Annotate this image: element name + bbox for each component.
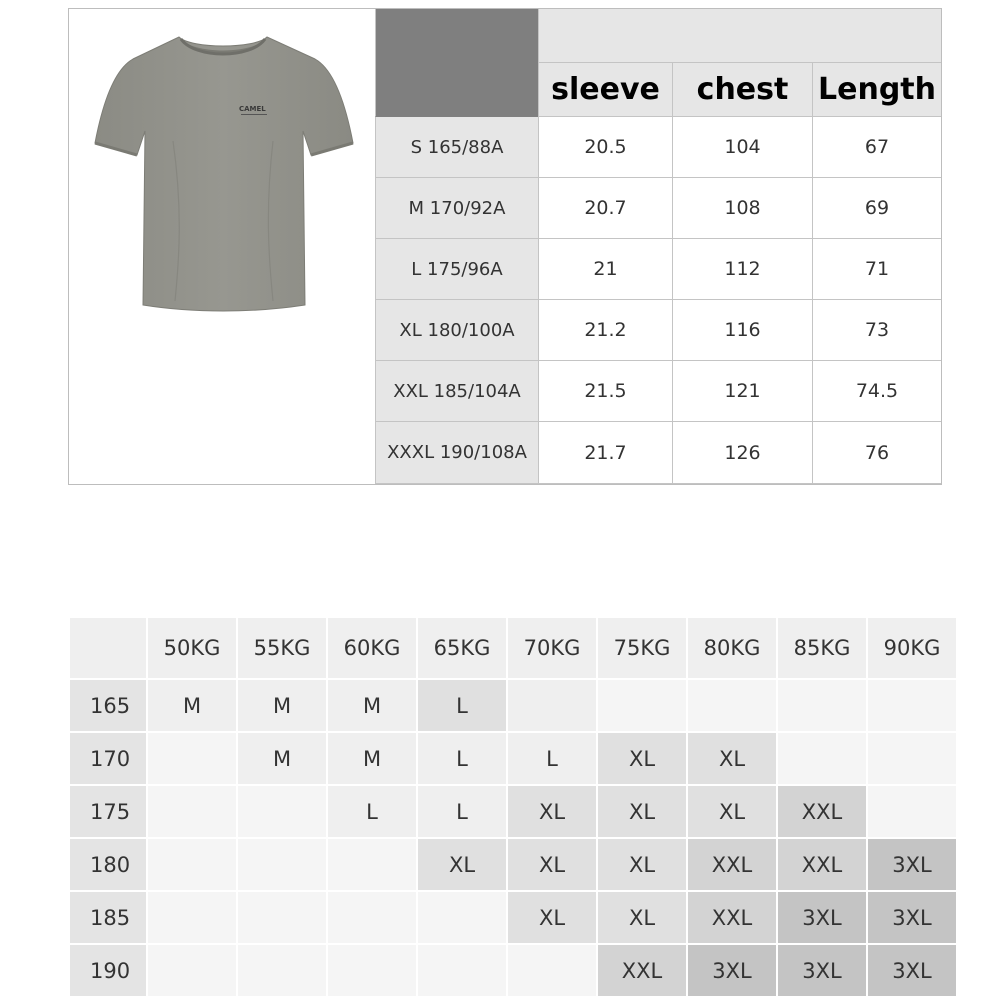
- size-cell: 3XL: [778, 945, 866, 996]
- weight-header: 60KG: [328, 618, 416, 678]
- shirt-logo-text: CAMEL: [239, 105, 266, 113]
- sleeve-value: 20.7: [538, 178, 672, 239]
- size-cell: [418, 945, 506, 996]
- sleeve-value: 21.5: [538, 361, 672, 422]
- chart-corner: [70, 618, 146, 678]
- sleeve-value: 20.5: [538, 117, 672, 178]
- size-label: L 175/96A: [375, 239, 538, 300]
- size-cell: XXL: [688, 892, 776, 943]
- table-top-band: [538, 9, 941, 63]
- chest-value: 116: [672, 300, 812, 361]
- size-cell: 3XL: [778, 892, 866, 943]
- length-value: 69: [812, 178, 941, 239]
- table-corner: [375, 9, 538, 117]
- chest-value: 104: [672, 117, 812, 178]
- size-cell: [148, 839, 236, 890]
- chest-value: 126: [672, 422, 812, 484]
- header-length: Length: [812, 63, 941, 117]
- size-cell: [148, 786, 236, 837]
- size-cell: XXL: [598, 945, 686, 996]
- size-cell: [328, 945, 416, 996]
- size-cell: XL: [598, 892, 686, 943]
- size-cell: L: [418, 733, 506, 784]
- header-sleeve: sleeve: [538, 63, 672, 117]
- size-cell: XL: [508, 892, 596, 943]
- size-cell: M: [328, 680, 416, 731]
- t-shirt-body: [95, 37, 353, 311]
- height-header: 170: [70, 733, 146, 784]
- size-cell: M: [238, 680, 326, 731]
- header-chest: chest: [672, 63, 812, 117]
- size-cell: [238, 945, 326, 996]
- size-cell: [688, 680, 776, 731]
- chest-value: 121: [672, 361, 812, 422]
- weight-header: 75KG: [598, 618, 686, 678]
- length-value: 67: [812, 117, 941, 178]
- height-weight-chart: [70, 618, 956, 996]
- height-header: 180: [70, 839, 146, 890]
- size-cell: XXL: [778, 839, 866, 890]
- chest-value: 112: [672, 239, 812, 300]
- length-value: 73: [812, 300, 941, 361]
- size-cell: M: [328, 733, 416, 784]
- size-cell: L: [418, 786, 506, 837]
- size-cell: [778, 733, 866, 784]
- size-cell: L: [508, 733, 596, 784]
- height-header: 185: [70, 892, 146, 943]
- size-cell: [598, 680, 686, 731]
- size-label: S 165/88A: [375, 117, 538, 178]
- size-cell: XL: [508, 839, 596, 890]
- weight-header: 55KG: [238, 618, 326, 678]
- weight-header: 70KG: [508, 618, 596, 678]
- size-cell: 3XL: [868, 839, 956, 890]
- size-cell: [148, 892, 236, 943]
- chest-value: 108: [672, 178, 812, 239]
- weight-header: 85KG: [778, 618, 866, 678]
- size-cell: XL: [598, 839, 686, 890]
- weight-header: 90KG: [868, 618, 956, 678]
- size-spec-panel: [68, 8, 942, 485]
- t-shirt-image: [83, 31, 363, 321]
- size-cell: [868, 680, 956, 731]
- size-cell: [148, 945, 236, 996]
- length-value: 76: [812, 422, 941, 484]
- size-cell: [238, 839, 326, 890]
- size-cell: 3XL: [868, 892, 956, 943]
- size-cell: [868, 733, 956, 784]
- size-cell: [148, 733, 236, 784]
- size-cell: [418, 892, 506, 943]
- size-cell: [868, 786, 956, 837]
- sleeve-value: 21.7: [538, 422, 672, 484]
- size-cell: M: [238, 733, 326, 784]
- size-cell: [238, 786, 326, 837]
- size-cell: L: [328, 786, 416, 837]
- weight-header: 50KG: [148, 618, 236, 678]
- weight-header: 65KG: [418, 618, 506, 678]
- size-label: XL 180/100A: [375, 300, 538, 361]
- size-cell: L: [418, 680, 506, 731]
- size-cell: 3XL: [868, 945, 956, 996]
- size-cell: XL: [688, 733, 776, 784]
- height-header: 165: [70, 680, 146, 731]
- size-cell: 3XL: [688, 945, 776, 996]
- size-cell: [328, 839, 416, 890]
- size-cell: XL: [508, 786, 596, 837]
- size-cell: M: [148, 680, 236, 731]
- size-cell: XXL: [778, 786, 866, 837]
- length-value: 71: [812, 239, 941, 300]
- size-label: XXL 185/104A: [375, 361, 538, 422]
- height-header: 190: [70, 945, 146, 996]
- size-cell: [238, 892, 326, 943]
- size-cell: [328, 892, 416, 943]
- size-cell: XL: [598, 733, 686, 784]
- size-spec-table: [375, 9, 941, 484]
- size-label: XXXL 190/108A: [375, 422, 538, 484]
- sleeve-value: 21: [538, 239, 672, 300]
- size-cell: XXL: [688, 839, 776, 890]
- size-cell: [778, 680, 866, 731]
- height-header: 175: [70, 786, 146, 837]
- length-value: 74.5: [812, 361, 941, 422]
- size-cell: [508, 945, 596, 996]
- size-cell: XL: [418, 839, 506, 890]
- sleeve-value: 21.2: [538, 300, 672, 361]
- size-cell: XL: [598, 786, 686, 837]
- product-image-area: [69, 9, 375, 484]
- size-cell: [508, 680, 596, 731]
- size-label: M 170/92A: [375, 178, 538, 239]
- weight-header: 80KG: [688, 618, 776, 678]
- size-cell: XL: [688, 786, 776, 837]
